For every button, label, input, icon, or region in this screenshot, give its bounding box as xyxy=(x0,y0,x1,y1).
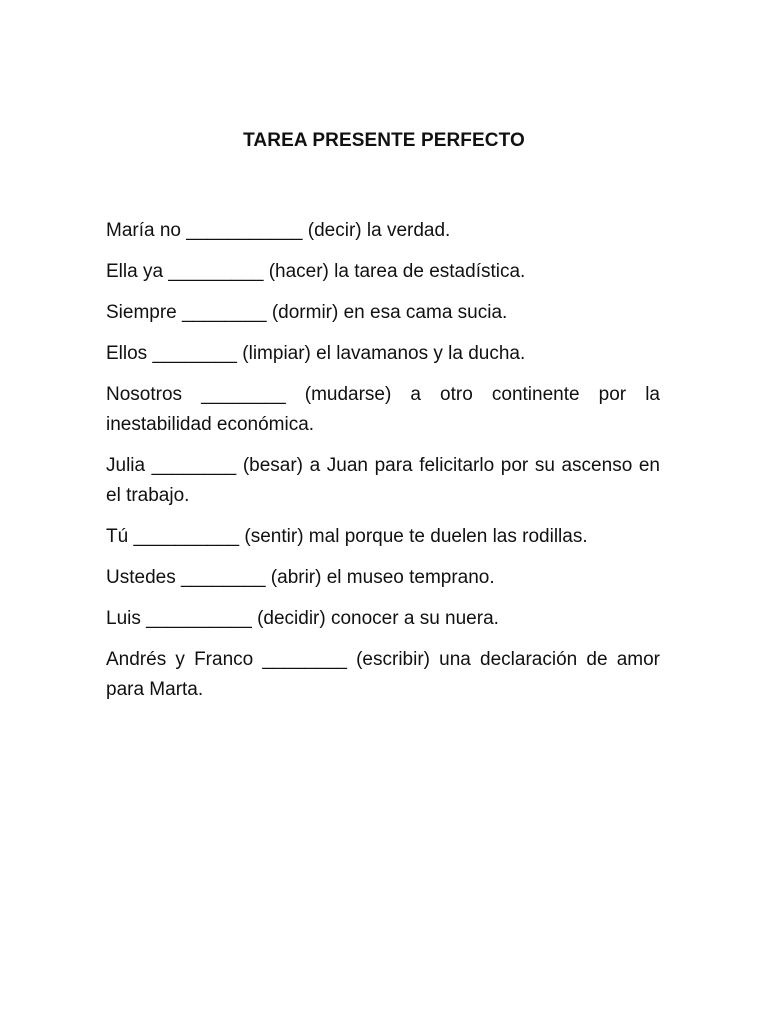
exercise-item: Luis __________ (decidir) conocer a su nuera. xyxy=(106,608,499,629)
exercise-item: Ellos ________ (limpiar) el lavamanos y la ducha. xyxy=(106,343,526,364)
exercise-item: Nosotros ________ (mudarse) a otro continente por la inestabilidad económica. xyxy=(106,384,660,435)
exercise-item: Ustedes ________ (abrir) el museo temprano. xyxy=(106,567,495,588)
exercise-item: Julia ________ (besar) a Juan para felicitarlo por su ascenso en el trabajo. xyxy=(106,455,660,506)
exercise-list xyxy=(106,216,660,716)
document-title: TAREA PRESENTE PERFECTO xyxy=(243,130,525,151)
exercise-item: Andrés y Franco ________ (escribir) una declaración de amor para Marta. xyxy=(106,649,660,700)
exercise-item: María no ___________ (decir) la verdad. xyxy=(106,220,451,241)
exercise-item: Siempre ________ (dormir) en esa cama sucia. xyxy=(106,302,508,323)
exercise-item: Ella ya _________ (hacer) la tarea de estadística. xyxy=(106,261,526,282)
exercise-item: Tú __________ (sentir) mal porque te duelen las rodillas. xyxy=(106,526,588,547)
